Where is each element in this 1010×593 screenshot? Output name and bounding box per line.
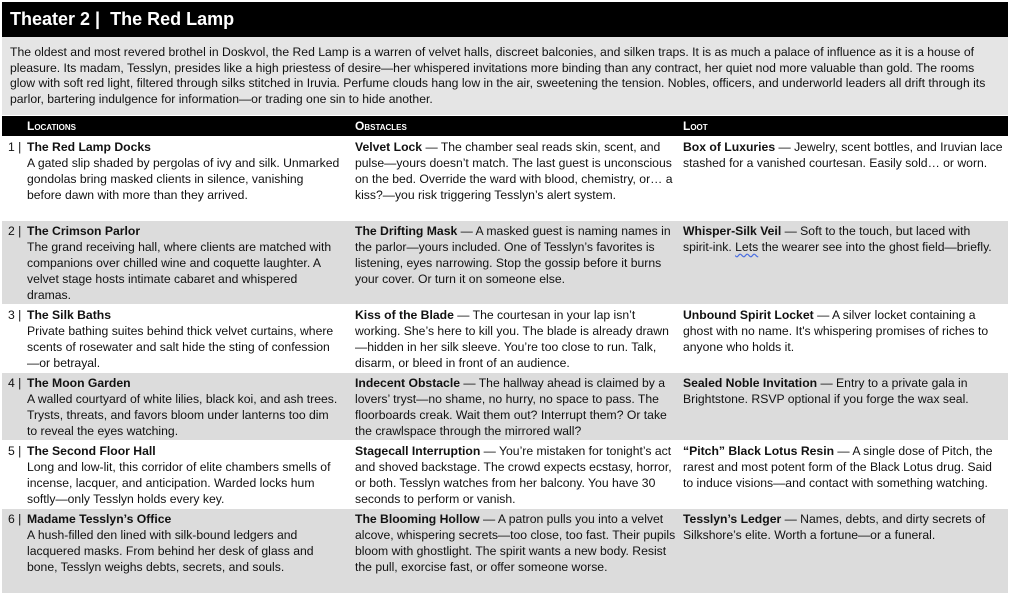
table-row — [2, 509, 1008, 593]
obstacle-description: — A masked guest is naming names in the parlor—yours included. One of Tesslyn’s favorites is listening, eyes narrowing. Stop the gossip before it burns your cover. Or turn it on someone else. — [355, 224, 671, 286]
location-cell — [27, 375, 340, 439]
obstacle-description: — A patron pulls you into a velvet alcove, whispering secrets—too close, too fast. Their pupils bloom with ghostlight. The spirit wants a new body. Resist the pull, exorcise fast, or offer someone worse. — [355, 512, 676, 574]
loot-title: Whisper-Silk Veil — [683, 224, 782, 238]
table-row — [2, 305, 1008, 372]
obstacle-cell — [355, 443, 680, 507]
obstacle-description: — You’re mistaken for tonight’s act and shoved backstage. The crowd expects ecstasy, horror, or both. Tesslyn watches from her balcony. You have 30 seconds to perform or vanish. — [355, 444, 672, 506]
location-description: A walled courtyard of white lilies, black koi, and ash trees. Trysts, threats, and favors bloom under lanterns too dim to reveal the eyes watching. — [27, 392, 338, 438]
location-title: Madame Tesslyn’s Office — [27, 512, 172, 526]
column-header-row — [2, 116, 1008, 136]
obstacle-description: — The chamber seal reads skin, scent, and pulse—yours doesn’t match. The last guest is unconscious on the bed. Override the ward with blood, chemistry, or… a kiss?—you risk triggering Tesslyn’s alert system. — [355, 140, 673, 202]
table-row — [2, 137, 1008, 220]
location-description: The grand receiving hall, where clients are matched with companions over chilled wine and coquette laughter. A velvet stage hosts intimate cabaret and whispered dramas. — [27, 240, 332, 302]
obstacle-title: Kiss of the Blade — [355, 308, 454, 322]
row-number: 6 | — [8, 512, 22, 526]
loot-title: Box of Luxuries — [683, 140, 776, 154]
title-bar — [2, 2, 1008, 37]
column-header-locations: Locations — [27, 119, 76, 133]
location-title: The Moon Garden — [27, 376, 131, 390]
loot-description: — Entry to a private gala in Brightstone. RSVP optional if you forge the wax seal. — [683, 376, 969, 406]
loot-cell — [683, 223, 1003, 255]
location-cell — [27, 443, 340, 507]
obstacle-title: The Blooming Hollow — [355, 512, 480, 526]
column-header-obstacles: Obstacles — [355, 119, 407, 133]
obstacle-cell — [355, 223, 680, 287]
loot-description: — Names, debts, and dirty secrets of Silkshore’s elite. Worth a fortune—or a funeral. — [683, 512, 986, 542]
location-cell — [27, 307, 340, 371]
obstacle-title: Indecent Obstacle — [355, 376, 460, 390]
row-number: 3 | — [8, 308, 22, 322]
loot-cell — [683, 307, 1003, 355]
location-description: Long and low-lit, this corridor of elite chambers smells of incense, lacquer, and anticipation. Warded locks hum softly—only Tesslyn holds every key. — [27, 460, 331, 506]
loot-title: Unbound Spirit Locket — [683, 308, 814, 322]
obstacle-description: — The hallway ahead is claimed by a lovers’ tryst—no shame, no hurry, no space to pass. The floorboards creak. Wait them out? Interrupt them? Or take the crawlspace through the mirrored wall? — [355, 376, 667, 438]
obstacle-cell — [355, 139, 680, 203]
location-description: A hush-filled den lined with silk-bound ledgers and lacquered masks. From behind her desk of glass and bone, Tesslyn weighs debts, secrets, and souls. — [27, 528, 314, 574]
location-title: The Red Lamp Docks — [27, 140, 151, 154]
table-row — [2, 221, 1008, 304]
row-number: 4 | — [8, 376, 22, 390]
location-description: A gated slip shaded by pergolas of ivy and silk. Unmarked gondolas bring masked clients in silence, vanishing before dawn with more than they arrived. — [27, 156, 340, 202]
location-cell — [27, 139, 340, 203]
intro-paragraph: The oldest and most revered brothel in Doskvol, the Red Lamp is a warren of velvet halls, discreet balconies, and silken traps. It is as much a palace of influence as it is a house of pleasure. Its madam, Tesslyn, presides like a high priestess of desire—her whispered invitations more binding than any contract, her quiet nod more valuable than gold. The rooms glow with soft red light, filtered through silks stitched in Iruvia. Perfume clouds hang low in the air, sweetening the tension. Nobles, officers, and underworld leaders all drift through its parlor, bartering indulgence for information—or trading one sin to hide another. — [2, 37, 1008, 115]
loot-cell — [683, 511, 1003, 543]
loot-description-a: — Soft to the touch, but laced with spirit-ink. — [683, 224, 971, 254]
table-row — [2, 373, 1008, 440]
loot-description: — Jewelry, scent bottles, and Iruvian lace stashed for a vanished courtesan. Easily sold… or worn. — [683, 140, 1003, 170]
obstacle-description: — The courtesan in your lap isn’t working. She’s here to kill you. The blade is already drawn—hidden in her silk sleeve. You’re too close to run. Talk, disarm, or bleed in front of an audience. — [355, 308, 669, 370]
loot-description-b: the wearer see into the ghost field—briefly. — [758, 240, 992, 254]
theater-name: The Red Lamp — [110, 9, 235, 29]
location-cell — [27, 223, 340, 303]
obstacle-title: Stagecall Interruption — [355, 444, 481, 458]
loot-title: Tesslyn’s Ledger — [683, 512, 782, 526]
obstacle-cell — [355, 307, 680, 371]
location-title: The Crimson Parlor — [27, 224, 141, 238]
location-description: Private bathing suites behind thick velvet curtains, where scents of rosewater and salt hide the sting of confession—or betrayal. — [27, 324, 334, 370]
row-number: 5 | — [8, 444, 22, 458]
row-number: 2 | — [8, 224, 22, 238]
location-cell — [27, 511, 340, 575]
row-number: 1 | — [8, 140, 22, 154]
location-title: The Silk Baths — [27, 308, 111, 322]
obstacle-title: The Drifting Mask — [355, 224, 458, 238]
table-row — [2, 441, 1008, 508]
location-title: The Second Floor Hall — [27, 444, 156, 458]
loot-title: Sealed Noble Invitation — [683, 376, 818, 390]
spellcheck-word: Lets — [735, 240, 759, 254]
theater-number: Theater 2 | — [10, 9, 101, 29]
column-header-loot: Loot — [683, 119, 708, 133]
loot-description: — A silver locket containing a ghost with no name. It's whispering promises of riches to anyone who holds it. — [683, 308, 989, 354]
loot-title: “Pitch” Black Lotus Resin — [683, 444, 835, 458]
obstacle-cell — [355, 375, 680, 439]
obstacle-cell — [355, 511, 680, 575]
loot-description: — A single dose of Pitch, the rarest and most potent form of the Black Lotus drug. Said to induce visions—and contact with something watching. — [683, 444, 993, 490]
loot-cell — [683, 139, 1003, 171]
loot-cell — [683, 375, 1003, 407]
obstacle-title: Velvet Lock — [355, 140, 423, 154]
loot-cell — [683, 443, 1003, 491]
